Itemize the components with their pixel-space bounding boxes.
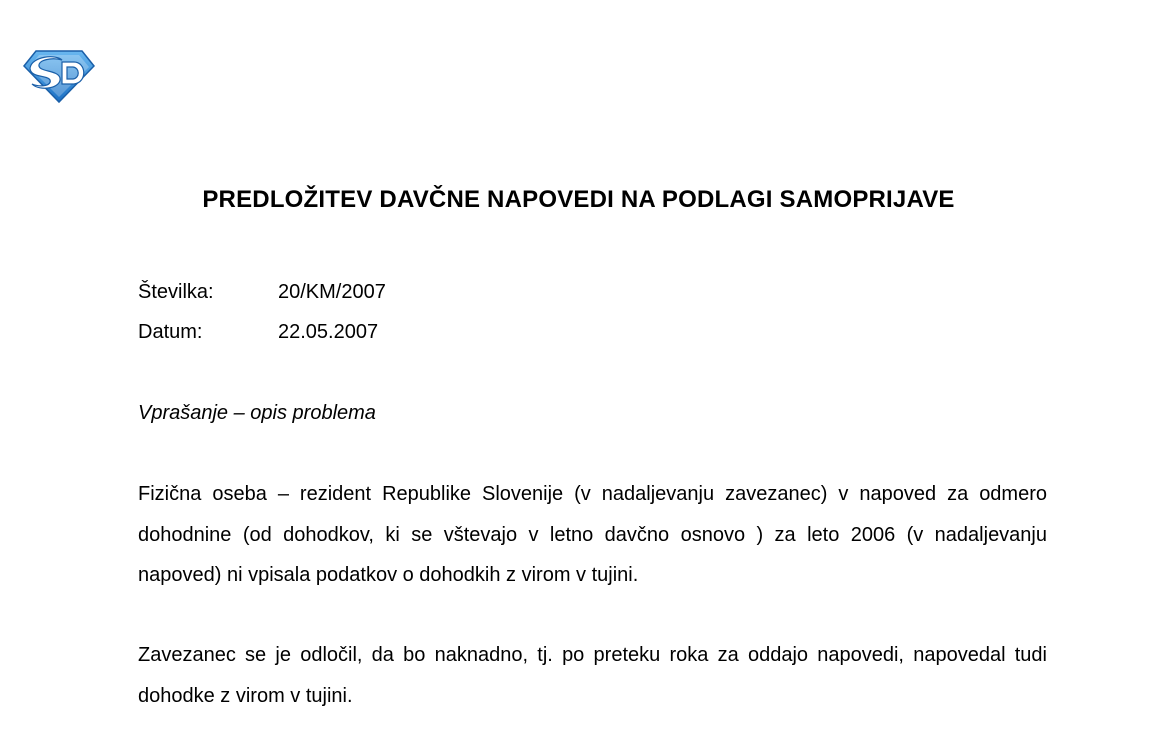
document-title: PREDLOŽITEV DAVČNE NAPOVEDI NA PODLAGI SAMOPRIJAVE bbox=[202, 186, 955, 213]
question-heading: Vprašanje – opis problema bbox=[138, 402, 376, 424]
document-number-label: Številka: bbox=[138, 281, 214, 303]
document-date-label: Datum: bbox=[138, 321, 203, 343]
paragraph: Fizična oseba – rezident Republike Slovenije (v nadaljevanju zavezanec) v napoved za odmero dohodnine (od dohodkov, ki se vštevajo v letno davčno osnovo ) za leto 2006 (v nadaljevanju napoved) ni vpisala podatkov o dohodkih z virom v tujini. bbox=[138, 483, 1047, 586]
document-number-value: 20/KM/2007 bbox=[278, 281, 386, 303]
sd-shield-logo-icon bbox=[22, 48, 96, 104]
document-date-value: 22.05.2007 bbox=[278, 321, 379, 343]
logo bbox=[22, 48, 96, 104]
paragraph: Zavezanec se je odločil, da bo naknadno, tj. po preteku roka za oddajo napovedi, napovedal tudi dohodke z virom v tujini. bbox=[138, 644, 1047, 707]
